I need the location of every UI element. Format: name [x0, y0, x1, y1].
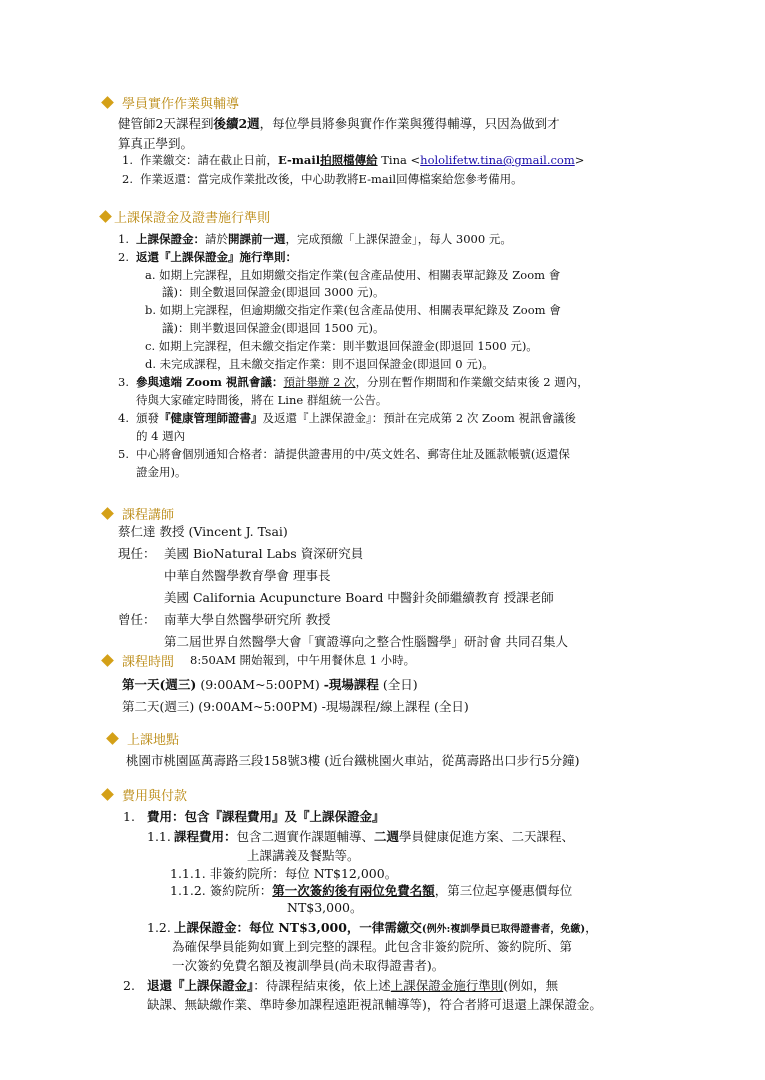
homework-item-return: 2. 作業返還：當完成作業批改後，中心助教將E-mail回傳檔案給您參考備用。 — [122, 172, 523, 186]
fees-item-1-1-2: 1.1.2. 簽約院所：第一次簽約後有兩位免費名額，第三位起享優惠價每位 — [170, 883, 573, 898]
section-heading-homework: 學員實作作業與輔導 — [122, 97, 240, 112]
section-heading-fees: 費用與付款 — [122, 789, 188, 804]
fees-item-1-1-1: 1.1.1. 非簽約院所：每位 NT$12,000。 — [170, 866, 398, 881]
deposit-rule-c: c. 如期上完課程，但未繳交指定作業：則半數退回保證金(即退回 1500 元)。 — [145, 339, 538, 353]
instructor-current-3: 美國 California Acupuncture Board 中醫針灸師繼續教育 授課老師 — [164, 590, 554, 605]
diamond-bullet-icon — [99, 210, 112, 223]
diamond-bullet-icon — [101, 507, 114, 520]
instructor-past-label: 曾任： — [118, 612, 156, 627]
location-address: 桃園市桃園區萬壽路三段158號3樓 (近台鐵桃園火車站，從萬壽路出口步行5分鐘) — [126, 753, 580, 768]
deposit-rule-b-line2: 議)：則半數退回保證金(即退回 1500 元)。 — [162, 321, 385, 335]
tina-email-link[interactable]: hololifetw.tina@gmail.com — [420, 153, 575, 167]
instructor-past-2: 第二屆世界自然醫學大會「實證導向之整合性腦醫學」研討會 共同召集人 — [164, 634, 568, 649]
deposit-item-3-line2: 待與大家確定時間後，將在 Line 群組統一公告。 — [136, 393, 388, 407]
diamond-bullet-icon — [101, 96, 114, 109]
deposit-rule-a-line2: 議)：則全數退回保證金(即退回 3000 元)。 — [162, 285, 385, 299]
diamond-bullet-icon — [106, 732, 119, 745]
deposit-item-1: 1. 上課保證金：請於開課前一週，完成預繳「上課保證金」，每人 3000 元。 — [118, 232, 512, 246]
fees-item-1: 1. 費用：包含『課程費用』及『上課保證金』 — [123, 809, 385, 824]
deposit-item-5: 5. 中心將會個別通知合格者：請提供證書用的中/英文姓名、郵寄住址及匯款帳號(返還保 — [118, 447, 570, 461]
diamond-bullet-icon — [101, 788, 114, 801]
deposit-rule-a: a. 如期上完課程，且如期繳交指定作業(包含產品使用、相關表單記錄及 Zoom 會 — [145, 268, 561, 282]
deposit-rule-b: b. 如期上完課程，但逾期繳交指定作業(包含產品使用、相關表單紀錄及 Zoom 會 — [145, 303, 561, 317]
diamond-bullet-icon — [101, 654, 114, 667]
fees-item-1-2-line2: 為確保學員能夠如實上到完整的課程。此包含非簽約院所、簽約院所、第 — [172, 939, 573, 954]
schedule-day-1: 第一天(週三) (9:00AM~5:00PM) -現場課程 (全日) — [122, 677, 418, 692]
deposit-item-2: 2. 返還『上課保證金』施行準則： — [118, 250, 297, 264]
homework-paragraph-line2: 算真正學到。 — [118, 136, 194, 151]
homework-item-submit: 1. 作業繳交：請在截止日前，E-mail拍照檔傳給 Tina <hololifetw.tina@gmail.com> — [122, 153, 585, 167]
schedule-note: 8:50AM 開始報到，中午用餐休息 1 小時。 — [190, 653, 416, 667]
fees-item-1-2-line3: 一次簽約免費名額及複訓學員(尚未取得證書者)。 — [172, 958, 445, 973]
schedule-day-2: 第二天(週三) (9:00AM~5:00PM) -現場課程/線上課程 (全日) — [122, 699, 469, 714]
deposit-item-5-line2: 證金用)。 — [136, 465, 187, 479]
section-heading-location: 上課地點 — [127, 733, 180, 748]
deposit-item-3: 3. 參與遠端 Zoom 視訊會議：預計舉辦 2 次，分別在暫作期間和作業繳交結束後 2 週內， — [118, 375, 589, 389]
deposit-item-4-line2: 的 4 週內 — [136, 429, 186, 443]
fees-item-2-line2: 缺課、無缺繳作業、準時參加課程遠距視訊輔導等)，符合者將可退還上課保證金。 — [147, 997, 602, 1012]
section-heading-instructor: 課程講師 — [122, 508, 175, 523]
deposit-rule-d: d. 未完成課程，且未繳交指定作業：則不退回保證金(即退回 0 元)。 — [145, 357, 494, 371]
fees-item-1-2: 1.2. 上課保證金：每位 NT$3,000，一律需繳交(例外:複訓學員已取得證書者，免繳)， — [147, 920, 598, 935]
fees-item-1-1-line2: 上課講義及餐點等。 — [247, 848, 360, 863]
section-heading-schedule: 課程時間 — [122, 655, 175, 670]
fees-item-1-1: 1.1. 課程費用：包含二週實作課題輔導、二週學員健康促進方案、二天課程、 — [147, 829, 575, 844]
fees-item-1-1-2-line2: NT$3,000。 — [287, 900, 363, 915]
homework-paragraph: 健管師2天課程到後續2週，每位學員將參與實作作業與獲得輔導，只因為做到才 — [118, 116, 560, 131]
fees-item-2: 2. 退還『上課保證金』：待課程結束後，依上述上課保證金施行準則(例如，無 — [123, 978, 559, 993]
section-heading-deposit: 上課保證金及證書施行準則 — [114, 211, 271, 226]
instructor-current-label: 現任： — [118, 546, 156, 561]
instructor-past-1: 南華大學自然醫學研究所 教授 — [164, 612, 331, 627]
instructor-current-2: 中華自然醫學教育學會 理事長 — [164, 568, 331, 583]
instructor-current-1: 美國 BioNatural Labs 資深研究員 — [164, 546, 364, 561]
deposit-item-4: 4. 頒發『健康管理師證書』及返還『上課保證金』：預計在完成第 2 次 Zoom 視訊會議後 — [118, 411, 576, 425]
instructor-name: 蔡仁達 教授 (Vincent J. Tsai) — [118, 524, 288, 539]
